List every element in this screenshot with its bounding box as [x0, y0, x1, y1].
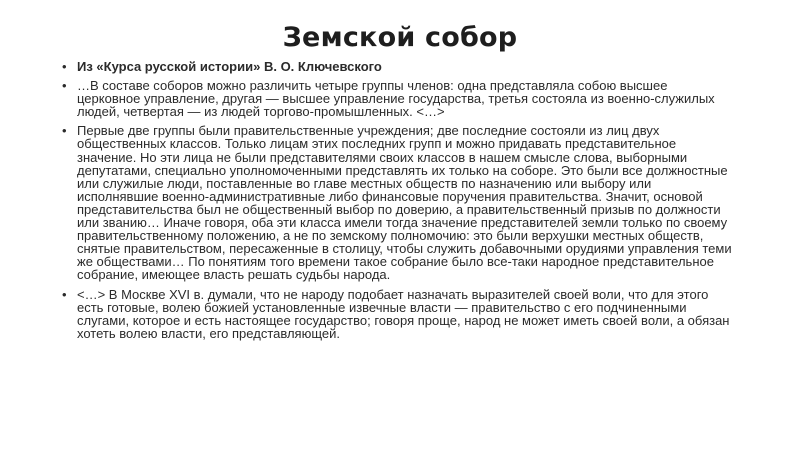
- bullet-groups-text: …В составе соборов можно различить четыре группы членов: одна представляла собою высшее церковное управление, другая — высшее управление государства, третья состояла из военно-служилых людей, четвертая — из людей торгово-промышленных. <…>: [77, 78, 715, 120]
- bullet-moscow: [62, 288, 732, 340]
- bullet-source-text: Из «Курса русской истории» В. О. Ключевского: [77, 59, 382, 74]
- bullet-dot: •: [62, 123, 67, 139]
- bullet-groups: [62, 79, 732, 118]
- bullet-source: [62, 60, 732, 73]
- bullet-moscow-text: <…> В Москве XVI в. думали, что не народу подобает назначать выразителей своей воли, что для этого есть готовые, волею божией установленные извечные власти — правительство с его подчиненными слугами, которое и есть настоящее государство; говоря проще, народ не может иметь своей воли, а обязан хотеть волею власти, его представляющей.: [77, 286, 730, 341]
- bullet-representation-text: Первые две группы были правительственные учреждения; две последние состояли из лиц двух общественных классов. Только лицам этих последних групп и можно придавать представительное значение. Но эти лица не были представителями своих классов в нашем смысле слова, выборными депутатами, специально уполномоченными представлять их только на соборе. Это были все должностные или служилые люди, поставленные во главе местных обществ по назначению или выбору или исполнявшие военно-административные либо финансовые поручения правительства. Значит, основой представительства был не общественный выбор по доверию, а правительственный призыв по должности или званию… Иначе говоря, оба эти класса имели тогда значение представителей земли только по своему правительственному положению, а не по земскому полномочию: это были верхушки местных обществ, снятые правительством, пересаженные в столицу, чтобы служить добавочными орудиями управления теми же обществами… По понятиям того времени такое собрание было все-таки народное представительное собрание, имеющее власть решать судьбы народа.: [77, 123, 732, 283]
- bullet-dot: •: [62, 78, 67, 94]
- bullet-list: [62, 60, 732, 346]
- bullet-dot: •: [62, 59, 67, 74]
- slide-title: Земской собор: [282, 22, 518, 53]
- bullet-representation: [62, 124, 732, 281]
- bullet-dot: •: [62, 286, 67, 302]
